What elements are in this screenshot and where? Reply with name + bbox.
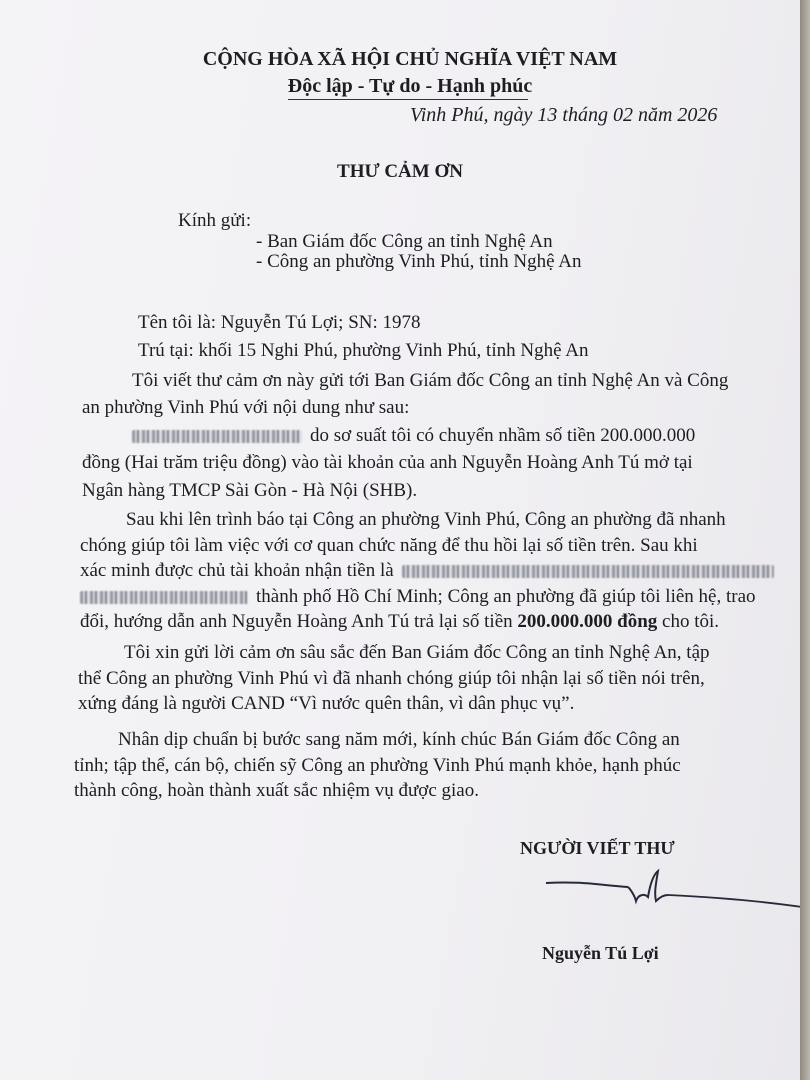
redacted-text (132, 430, 302, 443)
motto-underline (288, 99, 528, 100)
paragraph-line: thể Công an phường Vinh Phú vì đã nhanh chóng giúp tôi nhận lại số tiền nói trên, (78, 668, 705, 689)
paragraph-line (80, 561, 774, 580)
paragraph-line: Ngân hàng TMCP Sài Gòn - Hà Nội (SHB). (82, 480, 418, 501)
signature-label: NGƯỜI VIẾT THƯ (520, 838, 675, 858)
amount-highlight: 200.000.000 đồng (517, 611, 658, 632)
paragraph-line (80, 587, 756, 606)
signer-name: Nguyễn Tú Lợi (542, 943, 659, 963)
paragraph-line: Tôi xin gửi lời cảm ơn sâu sắc đến Ban Giám đốc Công an tỉnh Nghệ An, tập (124, 642, 710, 663)
paragraph-line: chóng giúp tôi làm việc với cơ quan chức năng để thu hồi lại số tiền trên. Sau khi (80, 535, 698, 556)
redacted-text (402, 565, 774, 578)
sender-address-line: Trú tại: khối 15 Nghi Phú, phường Vinh Phú, tỉnh Nghệ An (138, 340, 589, 361)
paragraph-line: Nhân dịp chuẩn bị bước sang năm mới, kính chúc Bán Giám đốc Công an (118, 729, 680, 750)
paragraph-line: an phường Vinh Phú với nội dung như sau: (82, 397, 410, 418)
paragraph-text: do sơ suất tôi có chuyển nhầm số tiền 200.000.000 (310, 425, 696, 446)
page-edge (800, 0, 810, 1080)
paragraph-text: xác minh được chủ tài khoản nhận tiền là (80, 560, 394, 581)
paragraph-line (80, 612, 719, 631)
sender-name-line: Tên tôi là: Nguyễn Tú Lợi; SN: 1978 (138, 312, 421, 333)
paragraph-line: tỉnh; tập thể, cán bộ, chiến sỹ Công an phường Vinh Phú mạnh khỏe, hạnh phúc (74, 755, 681, 776)
paragraph-line: Tôi viết thư cảm ơn này gửi tới Ban Giám đốc Công an tỉnh Nghệ An và Công (132, 370, 729, 391)
letter-title: THƯ CẢM ƠN (337, 161, 463, 182)
national-motto: Độc lập - Tự do - Hạnh phúc (287, 75, 533, 97)
paragraph-text: thành phố Hồ Chí Minh; Công an phường đã giúp tôi liên hệ, trao (256, 586, 756, 607)
handwritten-signature (540, 865, 805, 915)
paragraph-line: Sau khi lên trình báo tại Công an phường Vinh Phú, Công an phường đã nhanh (126, 509, 726, 530)
paragraph-line (132, 426, 695, 445)
paragraph-text: đổi, hướng dẫn anh Nguyễn Hoàng Anh Tú trả lại số tiền (80, 611, 513, 632)
recipient-item: - Công an phường Vinh Phú, tỉnh Nghệ An (256, 251, 582, 272)
date-line: Vinh Phú, ngày 13 tháng 02 năm 2026 (410, 104, 718, 126)
redacted-text (80, 591, 248, 604)
paragraph-text: cho tôi. (662, 611, 720, 632)
paragraph-line: thành công, hoàn thành xuất sắc nhiệm vụ được giao. (74, 780, 479, 801)
national-title: CỘNG HÒA XÃ HỘI CHỦ NGHĨA VIỆT NAM (202, 48, 618, 70)
salutation: Kính gửi: (178, 210, 252, 231)
recipient-item: - Ban Giám đốc Công an tỉnh Nghệ An (256, 231, 553, 252)
paragraph-line: đồng (Hai trăm triệu đồng) vào tài khoản của anh Nguyễn Hoàng Anh Tú mở tại (82, 452, 693, 473)
paragraph-line: xứng đáng là người CAND “Vì nước quên thân, vì dân phục vụ”. (78, 693, 575, 714)
